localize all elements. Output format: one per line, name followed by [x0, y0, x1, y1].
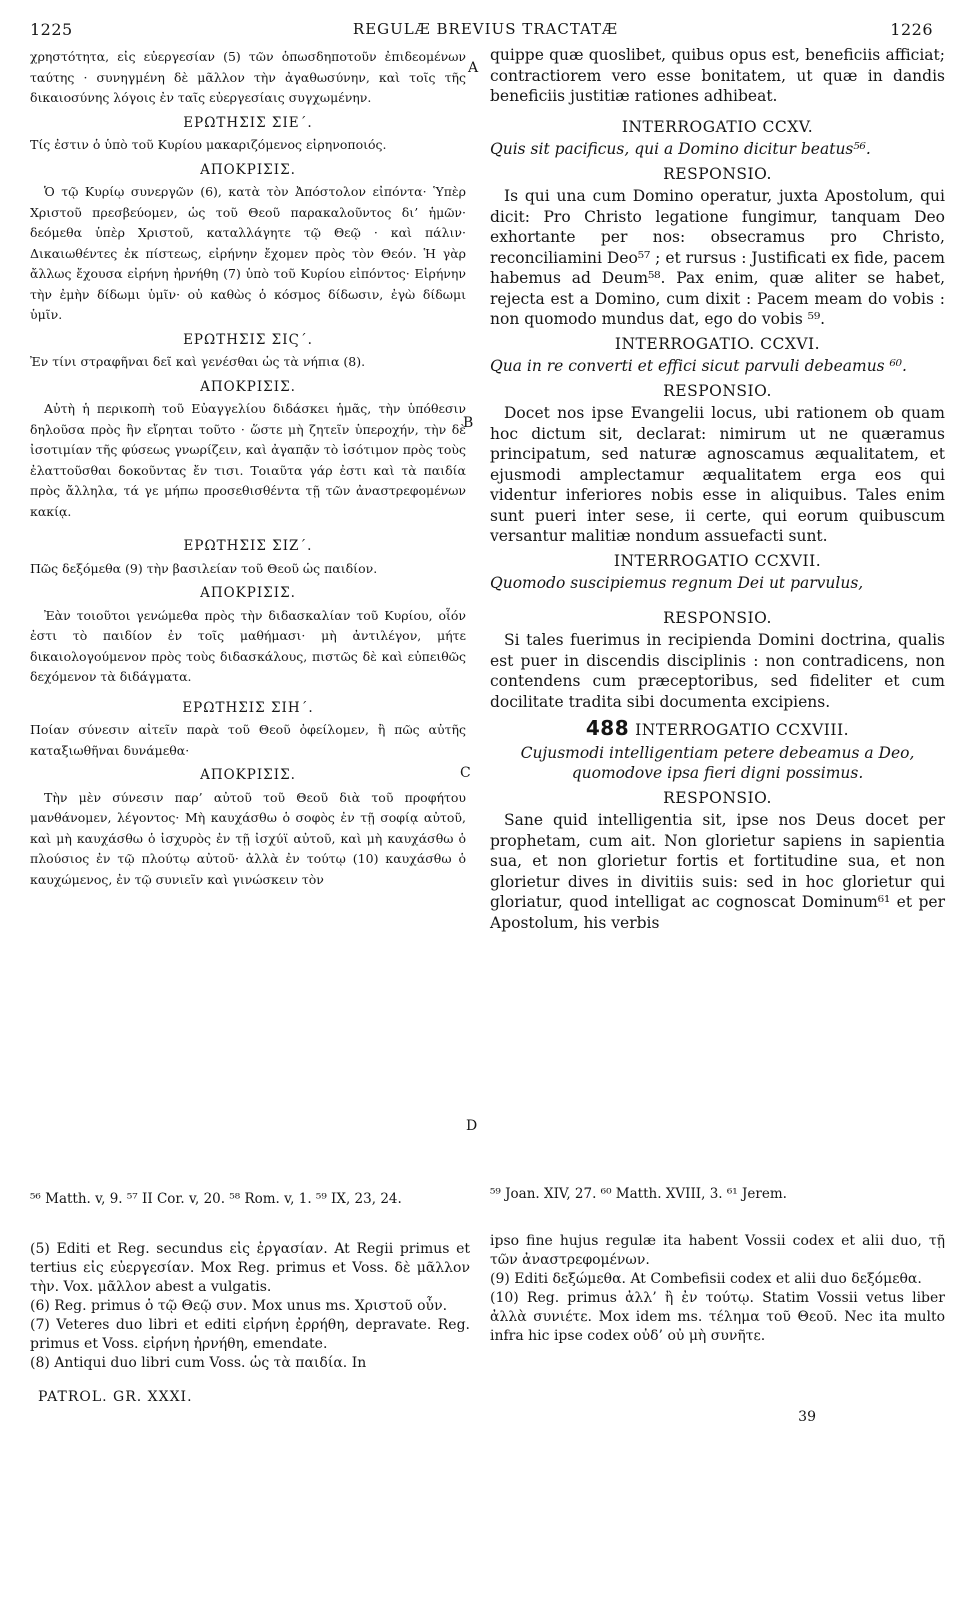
- latin-q217-response-heading: RESPONSIO.: [663, 608, 772, 627]
- column-number-right: 1226: [890, 20, 933, 39]
- greek-q216-response-heading: ΑΠΟΚΡΙΣΙΣ.: [200, 378, 296, 395]
- greek-q215-response-heading: ΑΠΟΚΡΙΣΙΣ.: [200, 161, 296, 178]
- note-8-cont: ipso fine hujus regulæ ita habent Vossii codex et alii duo, τῇ τῶν ἀναστρεφομένων.: [490, 1233, 945, 1268]
- greek-q216-answer: Αὐτὴ ἡ περικοπὴ τοῦ Εὐαγγελίου διδάσκει ἡμᾶς, τὴν ὑπόθεσιν δηλοῦσα πρὸς ἣν εἴρηται τοῦτο · ὥστε μὴ ζητεῖν ὑπεροχήν, τὴν δὲ ἰσοτιμίαν τῆς φύσεως γνωρίζειν, καὶ ἀγαπᾷν τὸ ἰσότιμον πρὸς τοὺς ἐλαττοῦσθαι δοκοῦντας ἔν τισι. Τοιαῦτα γάρ ἐστι καὶ τὰ παιδία πρὸς ἄλληλα, τά γε μήπω προσεθισθέντα τῇ τῶν ἀναστρεφομένων κακίᾳ.: [30, 401, 466, 519]
- latin-q218-title: INTERROGATIO CCXVIII.: [635, 721, 850, 739]
- greek-column: [30, 47, 466, 890]
- note-8: (8) Antiqui duo libri cum Voss. ὡς τὰ παιδία. In: [30, 1355, 367, 1371]
- margin-letter-a: A: [468, 60, 479, 76]
- greek-q215-title: ΕΡΩΤΗΣΙΣ ΣΙΕ΄.: [183, 114, 313, 131]
- greek-intro: χρηστότητα, εἰς εὐεργεσίαν (5) τῶν ὁπωσδηποτοῦν ἐπιδεομένων ταύτης · συνηγμένη δὲ μᾶλλον τὴν ἀγαθωσύνην, καὶ τοῖς τῆς δικαιοσύνης λόγοις ἐν ταῖς εὐεργεσίαις συγχωμένην.: [30, 49, 466, 105]
- latin-q216-title: INTERROGATIO. CCXVI.: [614, 334, 821, 353]
- latin-q216-answer: Docet nos ipse Evangelii locus, ubi rationem ob quam hoc dictum sit, declarat: nimirum ut ne quæramus principatum, sed naturæ agnoscamus æqualitatem, et ejusmodi amplectamur æqualitatem erga eos qui videntur inferiores nobis esse in aliquibus. Tales enim sunt pueri inter sese, ii certe, qui eorum quibuscum versantur malitiæ nondum assuefacti sunt.: [490, 404, 945, 545]
- greek-q218-response-heading: ΑΠΟΚΡΙΣΙΣ.: [200, 767, 296, 783]
- greek-q217-title: ΕΡΩΤΗΣΙΣ ΣΙΖ΄.: [183, 538, 313, 554]
- note-5: (5) Editi et Reg. secundus εἰς ἐργασίαν. At Regii primus et tertius εἰς εὐεργεσίαν. Mox Reg. primus et Voss. δὲ μᾶλλον τὴν. Vox. μᾶλλον abest a vulgatis.: [30, 1241, 470, 1295]
- latin-intro: quippe quæ quoslibet, quibus opus est, beneficiis afficiat; contractiorem vero esse bonitatem, ut quæ in dandis beneficiis justitiæ rationes adhibeat.: [490, 46, 945, 105]
- latin-q218-heading: [490, 718, 945, 741]
- greek-q218-title: ΕΡΩΤΗΣΙΣ ΣΙΗ΄.: [182, 699, 314, 716]
- note-9: (9) Editi δεξώμεθα. At Combefisii codex et alii duo δεξόμεθα.: [490, 1271, 922, 1287]
- margin-letter-c: C: [460, 765, 471, 781]
- page-number: 39: [798, 1409, 816, 1425]
- greek-q218-answer: Τὴν μὲν σύνεσιν παρ’ αὐτοῦ τοῦ Θεοῦ διὰ τοῦ προφήτου μανθάνομεν, λέγοντος· Μὴ καυχάσθω ὁ σοφὸς ἐν τῇ σοφίᾳ αὐτοῦ, καὶ μὴ καυχάσθω ὁ ἰσχυρὸς ἐν τῇ ἰσχύϊ αὐτοῦ, καὶ μὴ καυχάσθω ὁ πλούσιος ἐν τῷ πλούτῳ αὐτοῦ· ἀλλὰ ἐν τούτῳ (10) καυχάσθω ὁ καυχώμενος, ἐν τῷ συνιεῖν καὶ γινώσκειν τὸν: [30, 789, 466, 887]
- latin-q217-title: INTERROGATIO CCXVII.: [613, 551, 822, 570]
- greek-q215-answer: Ὁ τῷ Κυρίῳ συνεργῶν (6), κατὰ τὸν Ἀπόστολον εἰπόντα· Ὑπὲρ Χριστοῦ πρεσβεύομεν, ὡς τοῦ Θεοῦ παρακαλοῦντος δι’ ἡμῶν· δεόμεθα ὑπὲρ Χριστοῦ, καταλλάγητε τῷ Θεῷ · καὶ πάλιν· Δικαιωθέντες ἐκ πίστεως, εἰρήνην ἔχομεν πρὸς τὸν Θεόν. Ἡ γὰρ ἄλλως ἔχουσα εἰρήνη ἠρνήθη (7) ὑπὸ τοῦ Κυρίου εἰπόντος· Εἰρήνην τὴν ἐμὴν δίδωμι ὑμῖν· οὐ καθὼς ὁ κόσμος δίδωσιν, ἐγὼ δίδωμι ὑμῖν.: [30, 184, 466, 322]
- latin-q215-title: INTERROGATIO CCXV.: [621, 117, 814, 136]
- latin-q215-answer: Is qui una cum Domino operatur, juxta Apostolum, qui dicit: Pro Christo legatione fungimur, tanquam Deo exhortante per nos: obsecramus pro Christo, reconciliamini Deo⁵⁷ ; et rursus : Justificati ex fide, pacem habemus ad Deum⁵⁸. Pax enim, quæ aliter se habet, rejecta est a Domino, cum dixit : Pacem meam do vobis : non quomodo mundus dat, ego do vobis ⁵⁹.: [490, 187, 945, 328]
- critical-notes-right: [490, 1232, 945, 1346]
- latin-q218-answer: Sane quid intelligentia sit, ipse nos Deus docet per prophetam, cum ait. Non glorietur sapiens in sapientia sua, et non glorietur fortis et fortitudine sua, et non glorietur dives in divitiis suis: sed in hoc glorietur qui gloriatur, quod intelligat ac cognoscat Dominum⁶¹ et per Apostolum, his verbis: [490, 811, 945, 932]
- greek-q218-question: Ποίαν σύνεσιν αἰτεῖν παρὰ τοῦ Θεοῦ ὀφείλομεν, ἢ πῶς αὐτῆς καταξιωθῆναι δυνάμεθα·: [30, 722, 466, 758]
- latin-q216-response-heading: RESPONSIO.: [663, 381, 772, 400]
- latin-q218-response-heading: RESPONSIO.: [663, 788, 772, 807]
- note-10: (10) Reg. primus ἀλλ’ ἢ ἐν τούτῳ. Statim Vossii vetus liber ἀλλὰ συνιέτε. Mox idem ms. τέλημα τοῦ Θεοῦ. Nec ita multo infra hic ipse codex οὐδ’ οὐ μὴ συνῆτε.: [490, 1290, 945, 1344]
- footnote-refs-left: ⁵⁶ Matth. v, 9. ⁵⁷ II Cor. v, 20. ⁵⁸ Rom. v, 1. ⁵⁹ IX, 23, 24.: [30, 1191, 402, 1207]
- note-7: (7) Veteres duo libri et editi εἰρήνη ἐρρήθη, depravate. Reg. primus et Voss. εἰρήνη ἠρνήθη, emendate.: [30, 1317, 470, 1352]
- latin-q216-question: Qua in re converti et effici sicut parvuli debeamus ⁶⁰.: [490, 357, 907, 375]
- greek-q216-question: Ἐν τίνι στραφῆναι δεῖ καὶ γενέσθαι ὡς τὰ νήπια (8).: [30, 354, 366, 369]
- column-number-488: 488: [585, 716, 630, 740]
- greek-q217-question: Πῶς δεξόμεθα (9) τὴν βασιλείαν τοῦ Θεοῦ ὡς παιδίον.: [30, 560, 378, 576]
- greek-q217-response-heading: ΑΠΟΚΡΙΣΙΣ.: [200, 585, 296, 601]
- greek-q216-title: ΕΡΩΤΗΣΙΣ ΣΙϚ΄.: [183, 331, 313, 348]
- margin-letter-b: B: [463, 415, 474, 431]
- latin-q215-response-heading: RESPONSIO.: [663, 164, 772, 183]
- printer-signature: PATROL. GR. XXXI.: [38, 1389, 193, 1405]
- critical-notes-left: [30, 1240, 470, 1373]
- latin-q217-answer: Si tales fuerimus in recipienda Domini doctrina, qualis est puer in discendis disciplinis : non contradicens, non contendens cum præceptoribus, sed fideliter et cum docilitate tradita sibi documenta excipiens.: [490, 631, 945, 711]
- running-title: REGULÆ BREVIUS TRACTATÆ: [352, 20, 619, 38]
- latin-column: [490, 45, 945, 933]
- greek-q217-answer: Ἐὰν τοιοῦτοι γενώμεθα πρὸς τὴν διδασκαλίαν τοῦ Κυρίου, οἷόν ἐστι τὸ παιδίον ἐν τοῖς μαθήμασι· μὴ ἀντιλέγον, μήτε δικαιολογούμενον πρὸς τοὺς διδασκάλους, πιστῶς δὲ καὶ εὐπειθῶς δεχόμενον τὰ διδάγματα.: [30, 607, 466, 684]
- latin-q215-question: Quis sit pacificus, qui a Domino dicitur beatus⁵⁶.: [490, 140, 871, 158]
- column-number-left: 1225: [30, 20, 73, 39]
- footnote-refs-right: ⁵⁹ Joan. XIV, 27. ⁶⁰ Matth. XVIII, 3. ⁶¹ Jerem.: [490, 1186, 787, 1202]
- greek-q215-question: Τίς ἐστιν ὁ ὑπὸ τοῦ Κυρίου μακαριζόμενος εἰρηνοποιός.: [30, 137, 387, 152]
- latin-q217-question: Quomodo suscipiemus regnum Dei ut parvulus,: [490, 574, 864, 592]
- note-6: (6) Reg. primus ὁ τῷ Θεῷ συν. Mox unus ms. Χριστοῦ οὖν.: [30, 1298, 448, 1314]
- margin-letter-d: D: [466, 1118, 478, 1134]
- latin-q218-question: Cujusmodi intelligentiam petere debeamus a Deo, quomodove ipsa fieri digni possimus.: [520, 743, 915, 782]
